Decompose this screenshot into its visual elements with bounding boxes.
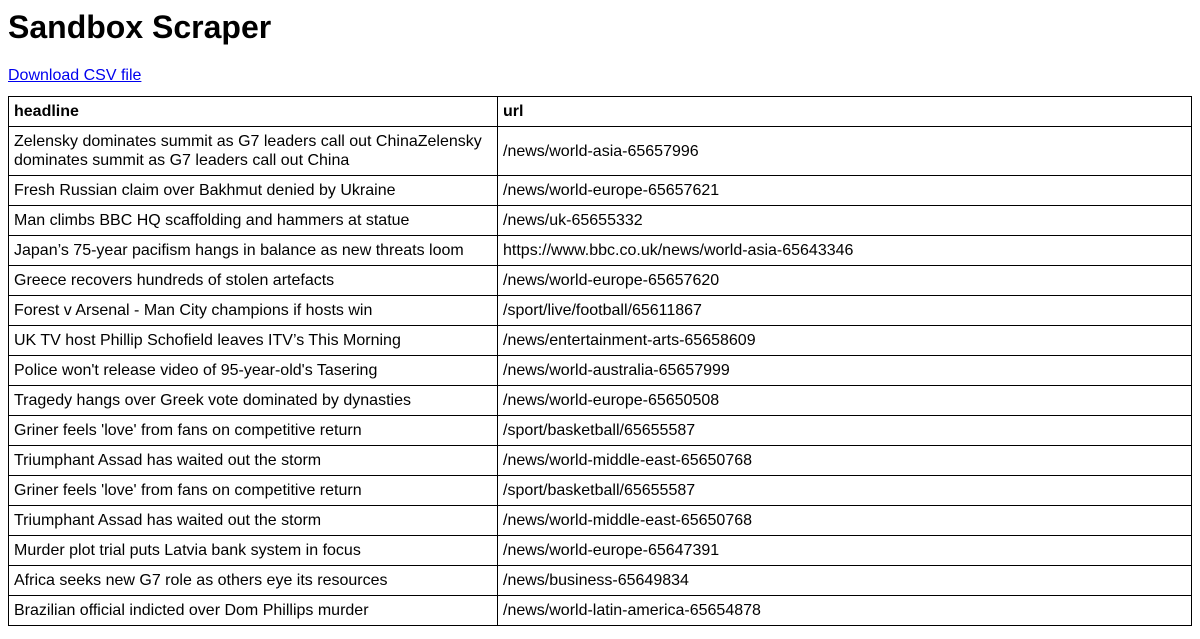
table-row: [9, 236, 1192, 266]
table-row: [9, 326, 1192, 356]
headline-cell: Triumphant Assad has waited out the storm: [9, 506, 498, 536]
column-header-url: url: [498, 97, 1192, 127]
headline-cell: Africa seeks new G7 role as others eye its resources: [9, 566, 498, 596]
url-cell: /news/world-australia-65657999: [498, 356, 1192, 386]
url-cell: /news/world-middle-east-65650768: [498, 446, 1192, 476]
url-cell: https://www.bbc.co.uk/news/world-asia-65643346: [498, 236, 1192, 266]
headline-cell: Fresh Russian claim over Bakhmut denied by Ukraine: [9, 176, 498, 206]
url-cell: /news/world-europe-65647391: [498, 536, 1192, 566]
headline-cell: Triumphant Assad has waited out the storm: [9, 446, 498, 476]
url-cell: /news/world-latin-america-65654878: [498, 596, 1192, 626]
table-row: [9, 596, 1192, 626]
headline-cell: Man climbs BBC HQ scaffolding and hammers at statue: [9, 206, 498, 236]
table-row: [9, 476, 1192, 506]
headline-cell: Forest v Arsenal - Man City champions if hosts win: [9, 296, 498, 326]
url-cell: /news/world-asia-65657996: [498, 127, 1192, 176]
url-cell: /sport/live/football/65611867: [498, 296, 1192, 326]
table-row: [9, 356, 1192, 386]
url-cell: /news/world-europe-65657620: [498, 266, 1192, 296]
url-cell: /news/world-europe-65650508: [498, 386, 1192, 416]
headline-cell: Police won't release video of 95-year-old's Tasering: [9, 356, 498, 386]
column-header-headline: headline: [9, 97, 498, 127]
headline-cell: Japan’s 75-year pacifism hangs in balance as new threats loom: [9, 236, 498, 266]
headline-cell: Zelensky dominates summit as G7 leaders call out ChinaZelensky dominates summit as G7 leaders call out China: [9, 127, 498, 176]
headline-cell: Murder plot trial puts Latvia bank system in focus: [9, 536, 498, 566]
table-row: [9, 536, 1192, 566]
url-cell: /news/entertainment-arts-65658609: [498, 326, 1192, 356]
url-cell: /sport/basketball/65655587: [498, 416, 1192, 446]
url-cell: /news/world-middle-east-65650768: [498, 506, 1192, 536]
headline-cell: UK TV host Phillip Schofield leaves ITV’s This Morning: [9, 326, 498, 356]
url-cell: /news/world-europe-65657621: [498, 176, 1192, 206]
table-row: [9, 446, 1192, 476]
headline-cell: Griner feels 'love' from fans on competitive return: [9, 476, 498, 506]
headline-cell: Greece recovers hundreds of stolen artefacts: [9, 266, 498, 296]
table-row: [9, 386, 1192, 416]
table-row: [9, 127, 1192, 176]
table-header-row: [9, 97, 1192, 127]
url-cell: /news/business-65649834: [498, 566, 1192, 596]
table-row: [9, 206, 1192, 236]
download-csv-link[interactable]: Download CSV file: [8, 67, 142, 84]
table-row: [9, 566, 1192, 596]
headline-cell: Tragedy hangs over Greek vote dominated by dynasties: [9, 386, 498, 416]
table-row: [9, 416, 1192, 446]
table-row: [9, 266, 1192, 296]
page-title: Sandbox Scraper: [8, 9, 272, 45]
url-cell: /news/uk-65655332: [498, 206, 1192, 236]
table-row: [9, 176, 1192, 206]
headline-cell: Brazilian official indicted over Dom Phillips murder: [9, 596, 498, 626]
table-row: [9, 506, 1192, 536]
results-table: [8, 96, 1192, 626]
table-row: [9, 296, 1192, 326]
url-cell: /sport/basketball/65655587: [498, 476, 1192, 506]
headline-cell: Griner feels 'love' from fans on competitive return: [9, 416, 498, 446]
